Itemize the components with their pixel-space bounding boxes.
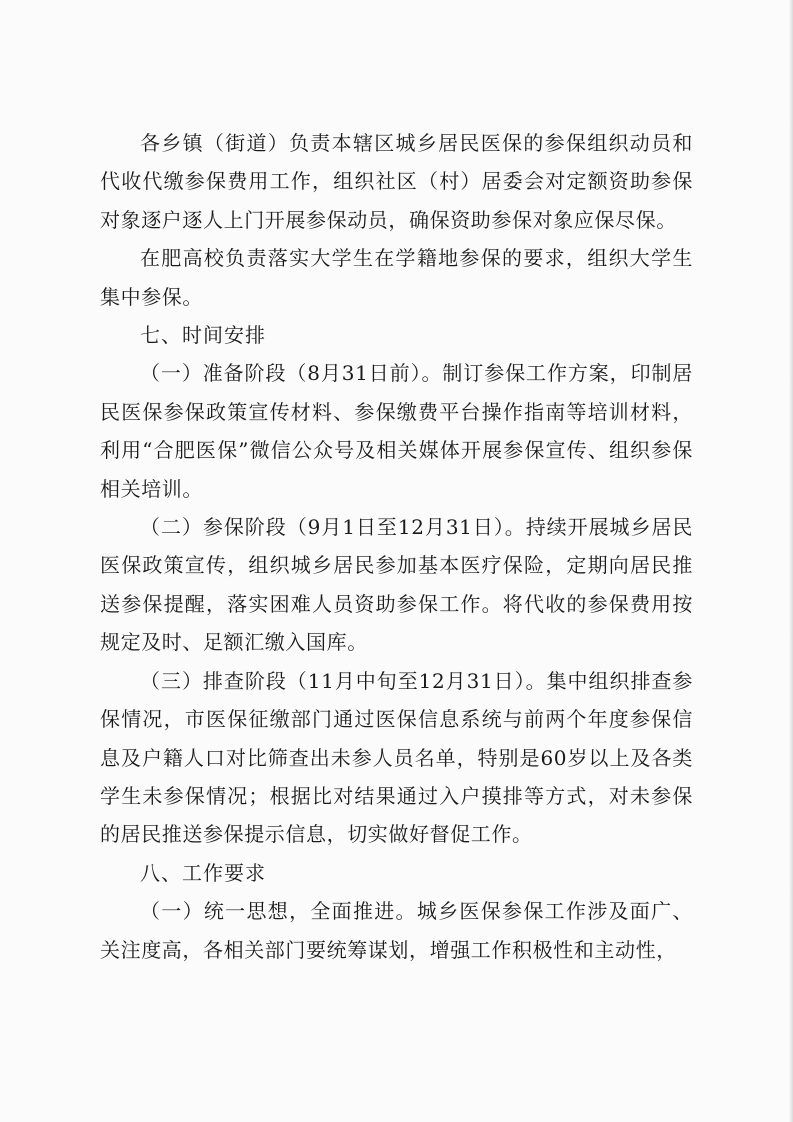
section-heading-schedule: 七、时间安排 [140, 323, 266, 348]
paragraph-enrollment-stage: （二）参保阶段（9月1日至12月31日）。持续开展城乡居民医保政策宣传，组织城乡居民参加基本医疗保险，定期向居民推送参保提醒，落实困难人员资助参保工作。将代收的参保费用按规定及时、足额汇缴入国库。 [100, 515, 693, 655]
paragraph-preparation-stage: （一）准备阶段（8月31日前）。制订参保工作方案，印制居民医保参保政策宣传材料、参保缴费平台操作指南等培训材料，利用“合肥医保”微信公众号及相关媒体开展参保宣传、组织参保相关培训。 [100, 361, 693, 501]
paragraph-university-duties: 在肥高校负责落实大学生在学籍地参保的要求，组织大学生集中参保。 [100, 246, 693, 309]
scan-edge-shadow [789, 0, 793, 1122]
paragraph-unify-thinking: （一）统一思想，全面推进。城乡医保参保工作涉及面广、关注度高，各相关部门要统筹谋划，增强工作积极性和主动性， [100, 899, 693, 962]
paragraph-inspection-stage: （三）排查阶段（11月中旬至12月31日）。集中组织排查参保情况，市医保征缴部门通过医保信息系统与前两个年度参保信息及户籍人口对比筛查出未参人员名单，特别是60岁以上及各类学生未参保情况；根据比对结果通过入户摸排等方式，对未参保的居民推送参保提示信息，切实做好督促工作。 [100, 668, 693, 847]
paragraph-township-duties: 各乡镇（街道）负责本辖区城乡居民医保的参保组织动员和代收代缴参保费用工作，组织社区（村）居委会对定额资助参保对象逐户逐人上门开展参保动员，确保资助参保对象应保尽保。 [100, 131, 693, 232]
section-heading-requirements: 八、工作要求 [140, 860, 266, 885]
